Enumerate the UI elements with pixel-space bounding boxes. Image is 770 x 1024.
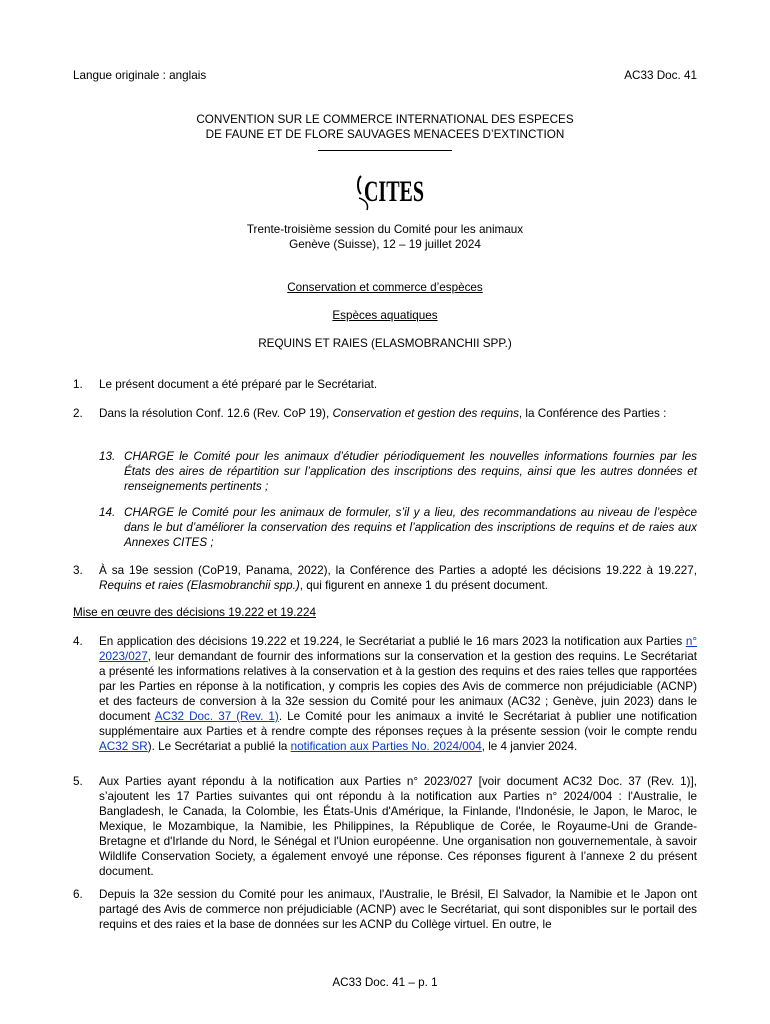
paragraph-text: Dans la résolution Conf. 12.6 (Rev. CoP 19), Conservation et gestion des requins, la Conférence des Parties : xyxy=(99,407,667,420)
paragraph-2 xyxy=(73,406,697,421)
ac32-doc37-link[interactable]: AC32 Doc. 37 (Rev. 1) xyxy=(154,710,279,723)
notification-2023-027-link[interactable]: n° 2023/027 xyxy=(99,635,697,663)
paragraph-5 xyxy=(73,774,697,879)
paragraph-text: En application des décisions 19.222 et 19.224, le Secrétariat a publié le 16 mars 2023 la notification aux Parties n° 2023/027, leur demandant de fournir des informations sur la conservation et la gestion des requins. Le Secrétariat a présenté les informations relatives à la conservation et à la gestion des requins et des raies telles que rapportées par les Parties en réponse à la notification, y compris les copies des Avis de commerce non préjudiciable (ACNP) et des facteurs de conversion à la 32e session du Comité pour les animaux (AC32 ; Genève, juin 2023) dans le document AC32 Doc. 37 (Rev. 1). Le Comité pour les animaux a invité le Secrétariat à publier une notification supplémentaire aux Parties et à rendre compte des réponses reçues à la présente session (voir le compte rendu AC32 SR). Le Secrétariat a publié la notification aux Parties No. 2024/004, le 4 janvier 2024. xyxy=(99,635,697,753)
paragraph-4 xyxy=(73,634,697,754)
convention-line-2: DE FAUNE ET DE FLORE SAUVAGES MENACEES D’EXTINCTION xyxy=(205,128,565,141)
paragraph-text: À sa 19e session (CoP19, Panama, 2022), la Conférence des Parties a adopté les décisions 19.222 à 19.227, Requins et raies (Elasmobranchii spp.), qui figurent en annexe 1 du présent document. xyxy=(99,564,697,592)
original-language: Langue originale : anglais xyxy=(73,69,207,82)
divider xyxy=(318,150,452,151)
paragraph-1 xyxy=(73,377,697,392)
agenda-category: Conservation et commerce d’espèces xyxy=(287,281,483,294)
paragraph-text: Depuis la 32e session du Comité pour les animaux, l'Australie, le Brésil, El Salvador, la Namibie et le Japon ont partagé des Avis de commerce non préjudiciable (ACNP) avec le Secrétariat, qui sont disponibles sur le portail des requins et des raies et la base de données sur les ACNP du Collège virtuel. En outre, le xyxy=(99,888,697,931)
paragraph-number: 2. xyxy=(73,407,83,420)
paragraph-number: 1. xyxy=(73,378,83,391)
paragraph-6 xyxy=(73,887,697,932)
paragraph-text: Aux Parties ayant répondu à la notification aux Parties n° 2023/027 [voir document AC32 Doc. 37 (Rev. 1)], s’ajoutent les 17 Parties suivantes qui ont répondu à la notification aux Parties n° 2024/004 : l'Australie, le Bangladesh, le Canada, la Colombie, les États-Unis d'Amérique, la Finlande, l'Indonésie, le Japon, le Maroc, le Mexique, le Mozambique, la Namibie, les Philippines, la République de Corée, le Royaume-Uni de Grande-Bretagne et d'Irlande du Nord, le Sénégal et l'Union européenne. Une organisation non gouvernementale, à savoir Wildlife Conservation Society, a également envoyé une réponse. Ces réponses figurent à l’annexe 2 du présent document. xyxy=(99,775,697,878)
paragraph-number: 5. xyxy=(73,775,83,788)
quote-number: 13. xyxy=(99,450,116,463)
document-title: REQUINS ET RAIES (ELASMOBRANCHII SPP.) xyxy=(258,337,512,350)
quote-14 xyxy=(99,505,697,550)
session-title: Trente-troisième session du Comité pour les animaux xyxy=(246,223,524,236)
resolution-title: Conservation et gestion des requins xyxy=(332,407,519,420)
quote-text: CHARGE le Comité pour les animaux de formuler, s’il y a lieu, des recommandations au niveau de l’espèce dans le but d’améliorer la conservation des requins et l’application des inscriptions de requins et de raies aux Annexes CITES ; xyxy=(124,506,697,549)
session-info xyxy=(0,222,770,252)
section-heading: Mise en œuvre des décisions 19.222 et 19.224 xyxy=(73,606,316,619)
page-footer: AC33 Doc. 41 – p. 1 xyxy=(332,976,438,989)
convention-line-1: CONVENTION SUR LE COMMERCE INTERNATIONAL DES ESPECES xyxy=(196,113,574,126)
paragraph-number: 6. xyxy=(73,888,83,901)
cites-logo xyxy=(355,170,427,212)
session-place-date: Genève (Suisse), 12 – 19 juillet 2024 xyxy=(289,238,481,251)
quote-text: CHARGE le Comité pour les animaux d’étudier périodiquement les nouvelles informations fournies par les États des aires de répartition sur l’application des inscriptions des requins, ainsi que les autres données et renseignements pertinents ; xyxy=(124,450,697,493)
paragraph-text: Le présent document a été préparé par le Secrétariat. xyxy=(99,378,378,391)
convention-title xyxy=(0,112,770,142)
paragraph-3 xyxy=(73,563,697,593)
quote-number: 14. xyxy=(99,506,116,519)
ac32-sr-link[interactable]: AC32 SR xyxy=(99,740,148,753)
paragraph-number: 3. xyxy=(73,564,83,577)
agenda-subcategory: Espèces aquatiques xyxy=(332,309,438,322)
cites-logo-text: CITES xyxy=(364,175,424,208)
decision-title: Requins et raies (Elasmobranchii spp.) xyxy=(99,579,300,592)
document-reference: AC33 Doc. 41 xyxy=(624,69,697,82)
notification-2024-004-link[interactable]: notification aux Parties No. 2024/004 xyxy=(290,740,482,753)
paragraph-number: 4. xyxy=(73,635,83,648)
quote-13 xyxy=(99,449,697,494)
